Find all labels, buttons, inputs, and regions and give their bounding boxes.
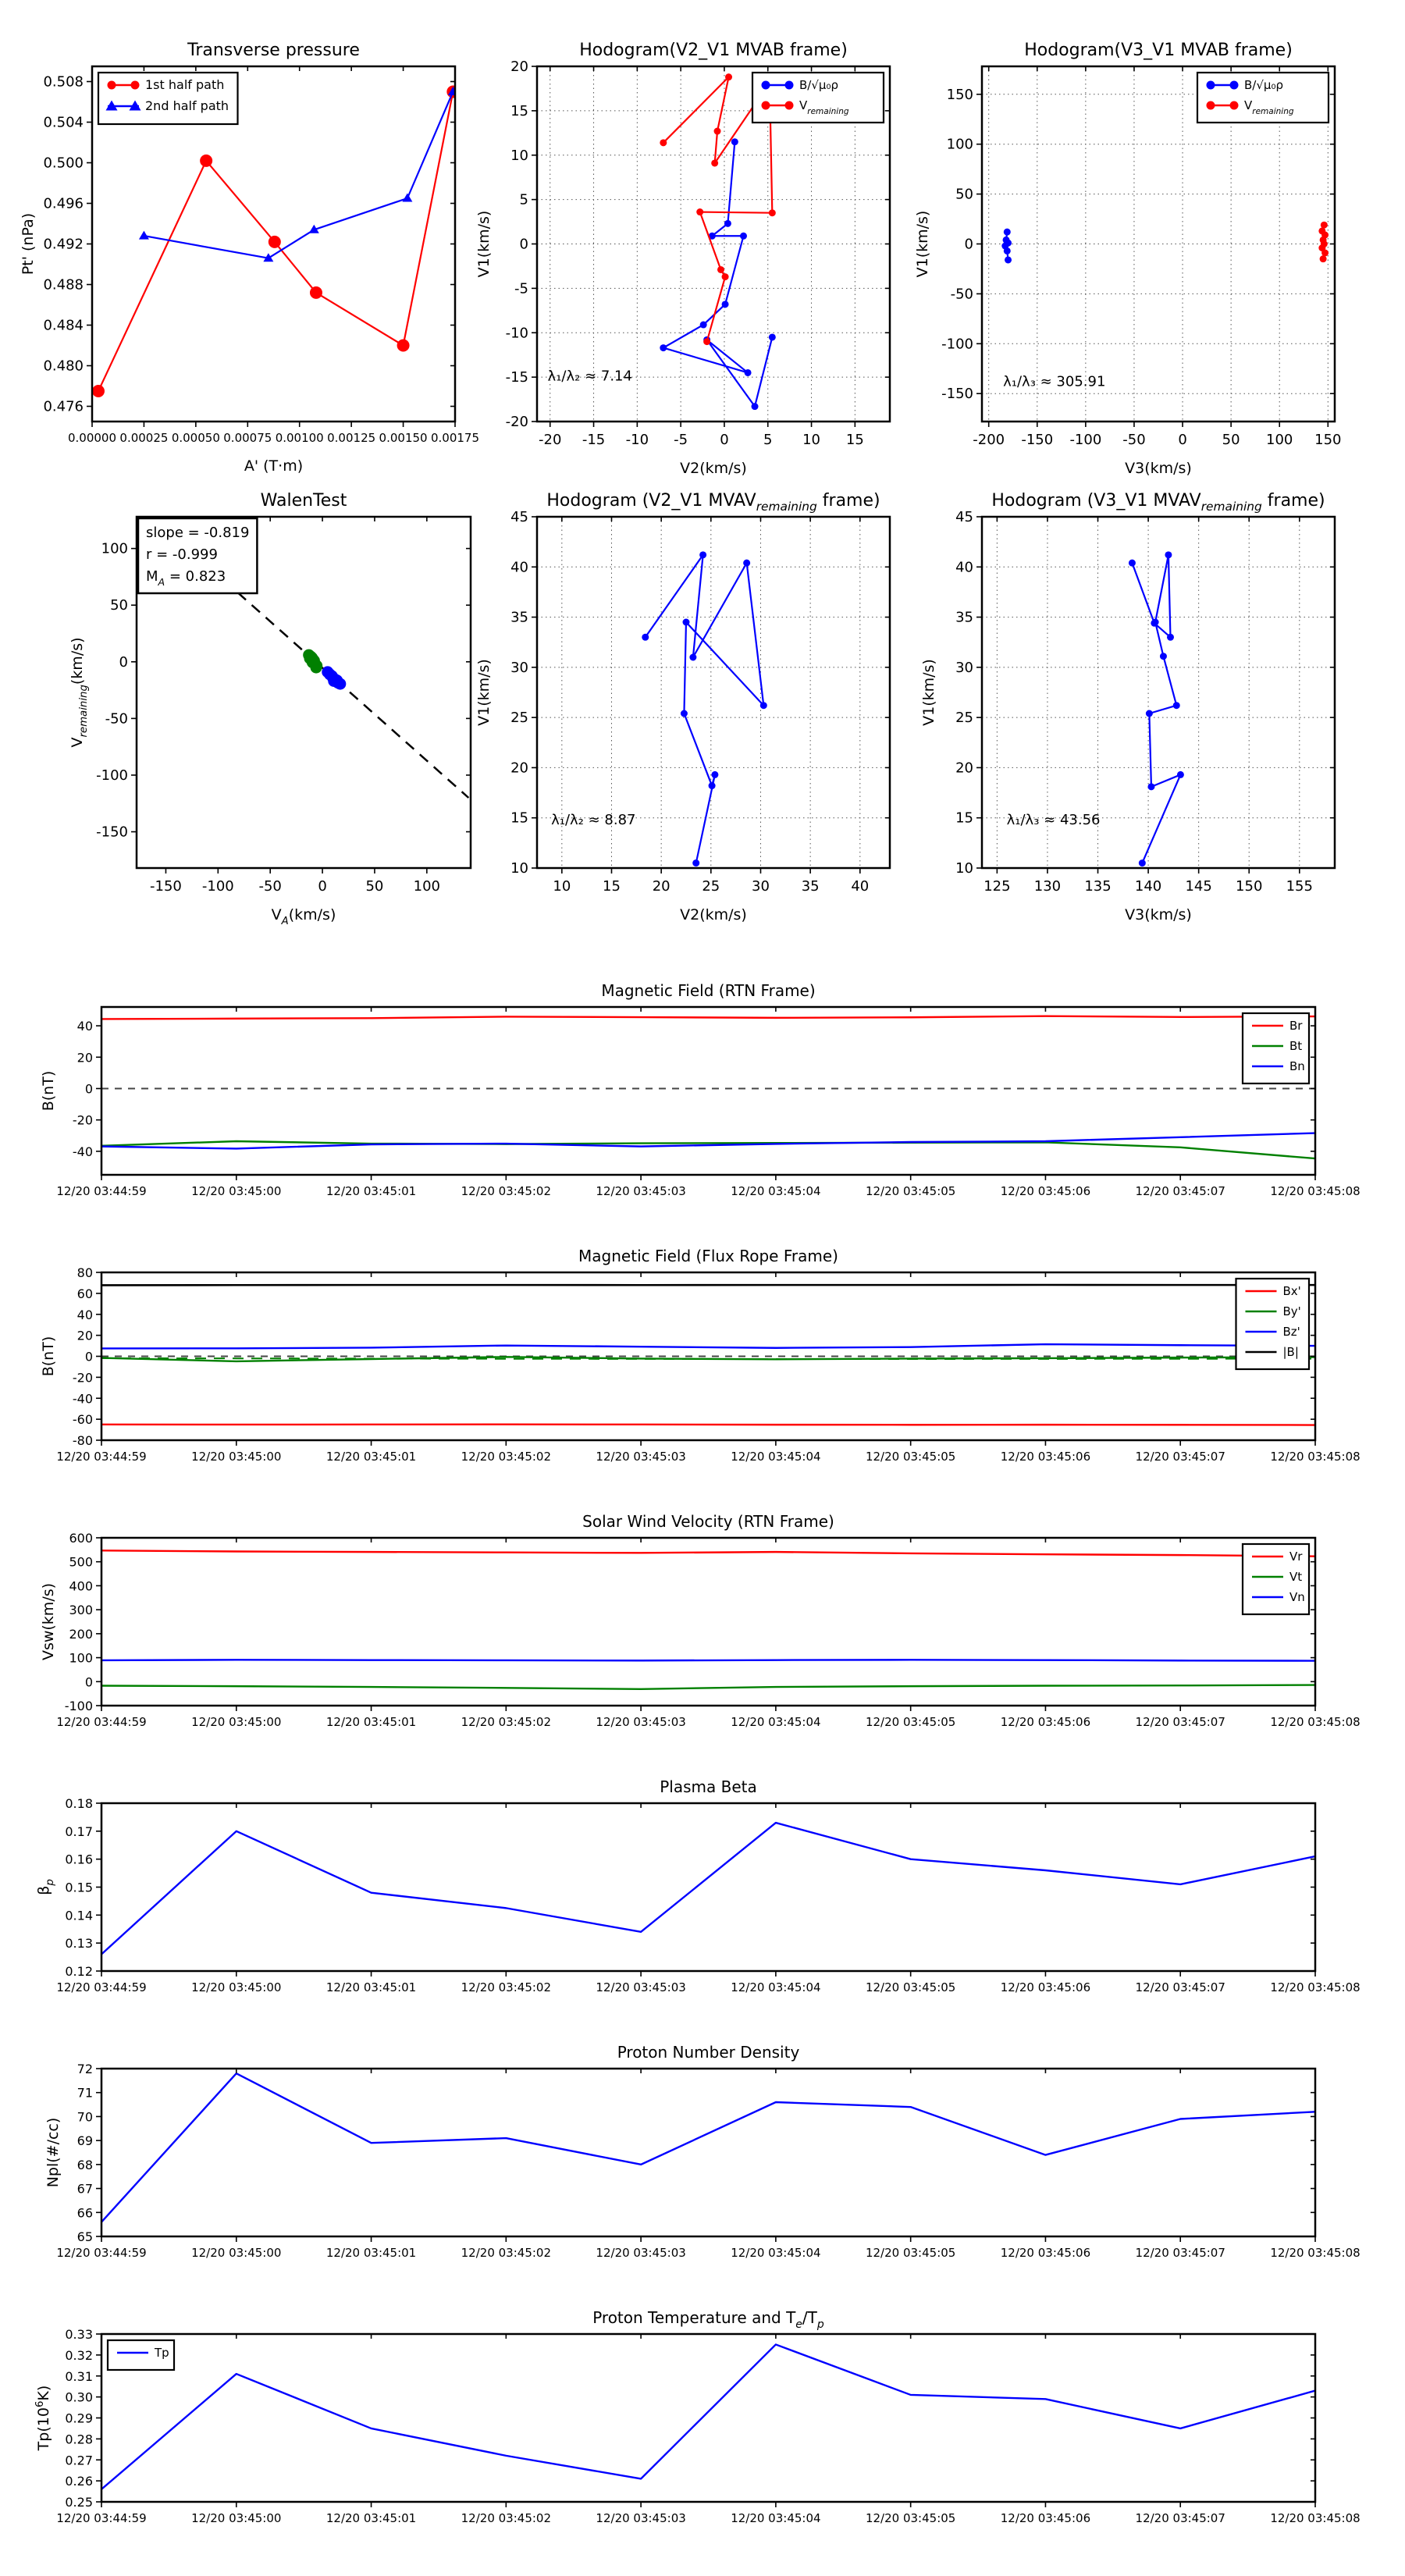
magnetic-field-rtn-title: Magnetic Field (RTN Frame) (601, 981, 816, 1000)
svg-text:50: 50 (365, 878, 384, 895)
svg-text:12/20 03:45:05: 12/20 03:45:05 (865, 1715, 956, 1729)
svg-text:12/20 03:45:04: 12/20 03:45:04 (731, 1450, 821, 1464)
svg-text:-100: -100 (941, 336, 973, 353)
svg-text:100: 100 (1266, 432, 1293, 448)
svg-text:12/20 03:44:59: 12/20 03:44:59 (56, 1980, 147, 1994)
svg-text:25: 25 (702, 878, 720, 895)
svg-text:0: 0 (84, 1081, 93, 1097)
svg-text:0.16: 0.16 (65, 1852, 93, 1867)
svg-text:150: 150 (946, 86, 973, 103)
svg-text:0: 0 (964, 236, 973, 253)
svg-text:12/20 03:44:59: 12/20 03:44:59 (56, 1715, 147, 1729)
svg-text:-40: -40 (72, 1144, 93, 1159)
svg-text:12/20 03:45:03: 12/20 03:45:03 (596, 2511, 686, 2525)
svg-text:300: 300 (69, 1603, 93, 1618)
svg-text:12/20 03:45:03: 12/20 03:45:03 (596, 1450, 686, 1464)
svg-text:30: 30 (752, 878, 770, 895)
svg-text:0: 0 (1178, 432, 1187, 448)
svg-text:40: 40 (510, 559, 528, 576)
svg-text:45: 45 (510, 509, 528, 525)
svg-text:0.00125: 0.00125 (327, 431, 376, 445)
svg-text:0.26: 0.26 (65, 2474, 93, 2489)
svg-text:-60: -60 (72, 1412, 93, 1428)
svg-text:Br: Br (1289, 1019, 1303, 1033)
plasma-beta-title: Plasma Beta (660, 1777, 757, 1796)
svg-text:400: 400 (69, 1578, 93, 1594)
svg-text:0.30: 0.30 (65, 2389, 93, 2405)
svg-text:-50: -50 (105, 710, 128, 728)
transverse-pressure-title: Transverse pressure (187, 41, 360, 60)
svg-text:Bn: Bn (1289, 1059, 1305, 1073)
svg-text:0.496: 0.496 (43, 195, 84, 212)
proton-number-density (44, 2043, 1361, 2260)
svg-text:-20: -20 (539, 432, 562, 448)
svg-text:20: 20 (510, 760, 528, 777)
svg-text:30: 30 (955, 659, 973, 676)
svg-text:600: 600 (69, 1531, 93, 1546)
svg-text:12/20 03:45:07: 12/20 03:45:07 (1135, 1715, 1225, 1729)
svg-text:12/20 03:45:08: 12/20 03:45:08 (1270, 2246, 1361, 2260)
svg-text:Bz': Bz' (1282, 1325, 1300, 1339)
svg-text:12/20 03:45:02: 12/20 03:45:02 (461, 2246, 552, 2260)
svg-text:0.18: 0.18 (65, 1796, 93, 1811)
svg-text:10: 10 (553, 878, 571, 895)
svg-text:0.500: 0.500 (43, 155, 84, 172)
svg-text:50: 50 (110, 597, 128, 614)
svg-text:0.33: 0.33 (65, 2327, 93, 2342)
svg-text:-150: -150 (96, 824, 128, 841)
svg-text:|B|: |B| (1282, 1345, 1299, 1359)
svg-text:15: 15 (603, 878, 621, 895)
svg-text:100: 100 (413, 878, 441, 895)
plasma-beta (35, 1777, 1361, 1994)
svg-text:1st half path: 1st half path (145, 77, 225, 92)
svg-text:12/20 03:45:05: 12/20 03:45:05 (865, 2246, 956, 2260)
svg-text:Vr: Vr (1289, 1550, 1303, 1564)
svg-text:V3(km/s): V3(km/s) (1125, 460, 1192, 477)
svg-text:-10: -10 (625, 432, 649, 448)
svg-text:12/20 03:45:05: 12/20 03:45:05 (865, 2511, 956, 2525)
svg-text:20: 20 (652, 878, 670, 895)
svg-text:-40: -40 (72, 1391, 93, 1407)
svg-text:15: 15 (510, 102, 528, 119)
svg-text:15: 15 (510, 809, 528, 827)
svg-text:Bt: Bt (1289, 1039, 1303, 1053)
svg-text:12/20 03:45:01: 12/20 03:45:01 (325, 2511, 417, 2525)
hodogram-v2v1-mvab (475, 41, 890, 477)
hodogram-v3v1-mvab-title: Hodogram(V3_V1 MVAB frame) (1024, 41, 1293, 60)
svg-text:Pt' (nPa): Pt' (nPa) (20, 212, 37, 276)
svg-text:12/20 03:45:06: 12/20 03:45:06 (1000, 1184, 1091, 1198)
svg-text:0.00100: 0.00100 (275, 431, 324, 445)
svg-text:0.27: 0.27 (65, 2453, 93, 2468)
svg-text:155: 155 (1286, 878, 1313, 895)
svg-text:V2(km/s): V2(km/s) (680, 460, 747, 477)
magnetic-field-rtn (40, 981, 1361, 1198)
svg-text:MA = 0.823: $M_A = 0.823$ (146, 568, 226, 588)
svg-text:65: 65 (76, 2229, 93, 2244)
svg-text:-50: -50 (258, 878, 282, 895)
svg-text:0.492: 0.492 (43, 236, 84, 253)
svg-text:80: 80 (76, 1265, 93, 1280)
svg-text:12/20 03:45:05: 12/20 03:45:05 (865, 1184, 956, 1198)
svg-text:0.508: 0.508 (43, 73, 84, 91)
hodogram-v2v1-mvav (475, 491, 890, 923)
svg-text:12/20 03:45:01: 12/20 03:45:01 (325, 2246, 417, 2260)
svg-text:12/20 03:45:03: 12/20 03:45:03 (596, 1184, 686, 1198)
svg-text:12/20 03:45:05: 12/20 03:45:05 (865, 1450, 956, 1464)
svg-text:145: 145 (1185, 878, 1212, 895)
svg-text:40: 40 (76, 1019, 93, 1034)
svg-text:10: 10 (510, 860, 528, 877)
svg-text:Npl(#/cc): Npl(#/cc) (44, 2117, 62, 2188)
svg-text:20: 20 (510, 59, 528, 75)
svg-text:-150: -150 (941, 386, 973, 403)
svg-text:71: 71 (76, 2085, 93, 2101)
svg-text:12/20 03:45:03: 12/20 03:45:03 (596, 1980, 686, 1994)
svg-text:V1(km/s): V1(km/s) (475, 210, 493, 278)
svg-text:12/20 03:45:04: 12/20 03:45:04 (731, 2246, 821, 2260)
svg-text:0.17: 0.17 (65, 1823, 93, 1839)
hodogram-v2v1-mvab-title: Hodogram(V2_V1 MVAB frame) (579, 41, 848, 60)
svg-text:V2(km/s): V2(km/s) (680, 906, 747, 923)
svg-text:135: 135 (1084, 878, 1112, 895)
svg-text:0.00050: 0.00050 (171, 431, 220, 445)
svg-text:60: 60 (76, 1286, 93, 1301)
walen-test (69, 491, 471, 927)
solar-wind-velocity (40, 1512, 1361, 1729)
svg-text:5: 5 (763, 432, 773, 448)
svg-text:0: 0 (84, 1349, 93, 1364)
svg-text:500: 500 (69, 1554, 93, 1570)
svg-text:0: 0 (519, 236, 528, 253)
svg-text:100: 100 (101, 540, 128, 557)
svg-text:0.00175: 0.00175 (430, 431, 480, 445)
svg-text:0.488: 0.488 (43, 276, 84, 294)
svg-text:-100: -100 (64, 1699, 93, 1713)
svg-text:Vt: Vt (1289, 1570, 1303, 1584)
svg-text:69: 69 (76, 2133, 93, 2149)
svg-text:125: 125 (984, 878, 1011, 895)
svg-text:0.476: 0.476 (43, 398, 84, 415)
svg-text:Vremaining(km/s): $V_{remaining}(km/s)$ (69, 637, 90, 748)
svg-text:By': By' (1282, 1304, 1301, 1318)
svg-text:12/20 03:45:04: 12/20 03:45:04 (731, 1980, 821, 1994)
svg-text:-20: -20 (72, 1370, 93, 1386)
svg-text:12/20 03:45:08: 12/20 03:45:08 (1270, 1450, 1361, 1464)
svg-text:12/20 03:45:05: 12/20 03:45:05 (865, 1980, 956, 1994)
svg-text:0.29: 0.29 (65, 2411, 93, 2426)
svg-text:12/20 03:45:08: 12/20 03:45:08 (1270, 1184, 1361, 1198)
svg-text:20: 20 (76, 1328, 93, 1343)
svg-text:-100: -100 (96, 767, 128, 784)
svg-text:B(nT): B(nT) (40, 1070, 57, 1112)
svg-text:12/20 03:45:03: 12/20 03:45:03 (596, 1715, 686, 1729)
svg-text:0.00025: 0.00025 (119, 431, 169, 445)
svg-text:12/20 03:45:03: 12/20 03:45:03 (596, 2246, 686, 2260)
svg-text:-50: -50 (950, 286, 973, 303)
svg-text:15: 15 (955, 809, 973, 827)
svg-text:r = -0.999: r = -0.999 (146, 546, 218, 563)
svg-text:12/20 03:44:59: 12/20 03:44:59 (56, 1450, 147, 1464)
svg-text:Tp(106K): $Tp(10^6K)$ (34, 2385, 52, 2451)
hodogram-v3v1-mvab (914, 41, 1341, 477)
svg-text:10: 10 (510, 147, 528, 164)
svg-text:λ₁/λ₂ ≈ 8.87: λ₁/λ₂ ≈ 8.87 (551, 811, 636, 828)
svg-text:-150: -150 (1021, 432, 1054, 448)
svg-text:12/20 03:44:59: 12/20 03:44:59 (56, 2511, 147, 2525)
svg-text:-100: -100 (201, 878, 234, 895)
svg-text:12/20 03:45:07: 12/20 03:45:07 (1135, 2246, 1225, 2260)
svg-text:12/20 03:45:06: 12/20 03:45:06 (1000, 2511, 1091, 2525)
magnetic-field-flux-rope-title: Magnetic Field (Flux Rope Frame) (578, 1247, 838, 1265)
svg-text:12/20 03:45:07: 12/20 03:45:07 (1135, 2511, 1225, 2525)
svg-text:40: 40 (851, 878, 870, 895)
svg-text:12/20 03:45:02: 12/20 03:45:02 (461, 1980, 552, 1994)
svg-text:10: 10 (955, 860, 973, 877)
svg-text:A' (T·m): A' (T·m) (244, 457, 304, 475)
svg-text:12/20 03:45:02: 12/20 03:45:02 (461, 1450, 552, 1464)
svg-text:66: 66 (76, 2205, 93, 2221)
hodogram-v2v1-mvav-title: Hodogram (V2_V1 $MVAV_{remaining}$ frame) (546, 491, 880, 514)
svg-text:130: 130 (1033, 878, 1062, 895)
svg-text:12/20 03:45:01: 12/20 03:45:01 (325, 1715, 417, 1729)
svg-text:12/20 03:45:04: 12/20 03:45:04 (731, 1184, 821, 1198)
svg-text:0.484: 0.484 (43, 317, 84, 334)
svg-text:12/20 03:45:07: 12/20 03:45:07 (1135, 1450, 1225, 1464)
svg-text:0.00150: 0.00150 (379, 431, 428, 445)
svg-text:35: 35 (955, 609, 973, 626)
svg-text:βp: $\beta_p$ (35, 1879, 56, 1895)
svg-text:67: 67 (76, 2181, 93, 2197)
svg-text:V1(km/s): V1(km/s) (475, 659, 493, 726)
svg-text:12/20 03:45:06: 12/20 03:45:06 (1000, 1450, 1091, 1464)
svg-text:0.31: 0.31 (65, 2368, 93, 2384)
svg-text:0.28: 0.28 (65, 2432, 93, 2447)
svg-text:12/20 03:45:00: 12/20 03:45:00 (191, 1450, 282, 1464)
proton-temperature-title: Proton Temperature and $T_e/T_p$ (592, 2308, 824, 2331)
svg-text:-80: -80 (72, 1433, 93, 1448)
svg-text:15: 15 (845, 432, 864, 448)
svg-text:Vn: Vn (1289, 1590, 1305, 1604)
svg-text:B/√μ₀ρ: B/√μ₀ρ (799, 78, 838, 92)
svg-text:25: 25 (955, 710, 973, 727)
svg-text:V1(km/s): V1(km/s) (920, 659, 937, 726)
svg-text:150: 150 (1236, 878, 1263, 895)
svg-text:12/20 03:45:00: 12/20 03:45:00 (191, 2511, 282, 2525)
svg-text:12/20 03:44:59: 12/20 03:44:59 (56, 2246, 147, 2260)
svg-text:VA(km/s): $V_A(km/s)$ (271, 906, 336, 927)
svg-text:0.504: 0.504 (43, 114, 84, 131)
svg-text:12/20 03:45:01: 12/20 03:45:01 (325, 1450, 417, 1464)
svg-text:0: 0 (720, 432, 729, 448)
svg-text:12/20 03:45:00: 12/20 03:45:00 (191, 1184, 282, 1198)
svg-text:12/20 03:45:06: 12/20 03:45:06 (1000, 1715, 1091, 1729)
svg-text:12/20 03:45:02: 12/20 03:45:02 (461, 1184, 552, 1198)
svg-text:12/20 03:45:04: 12/20 03:45:04 (731, 2511, 821, 2525)
svg-text:12/20 03:45:00: 12/20 03:45:00 (191, 1980, 282, 1994)
svg-text:12/20 03:45:04: 12/20 03:45:04 (731, 1715, 821, 1729)
svg-text:λ₁/λ₃ ≈ 305.91: λ₁/λ₃ ≈ 305.91 (1003, 373, 1106, 390)
svg-text:0.12: 0.12 (65, 1964, 93, 1979)
svg-text:Vremaining: $V_{remaining}$ (1244, 98, 1294, 116)
svg-text:140: 140 (1134, 878, 1162, 895)
svg-text:12/20 03:45:08: 12/20 03:45:08 (1270, 1980, 1361, 1994)
proton-number-density-title: Proton Number Density (617, 2043, 800, 2062)
svg-text:68: 68 (76, 2157, 93, 2172)
hodogram-v3v1-mvav (920, 491, 1335, 923)
proton-temperature (34, 2308, 1361, 2525)
svg-text:2nd half path: 2nd half path (145, 98, 229, 113)
svg-text:40: 40 (76, 1307, 93, 1322)
svg-text:0.13: 0.13 (65, 1936, 93, 1952)
svg-text:12/20 03:45:07: 12/20 03:45:07 (1135, 1980, 1225, 1994)
svg-text:λ₁/λ₃ ≈ 43.56: λ₁/λ₃ ≈ 43.56 (1006, 811, 1101, 828)
svg-text:12/20 03:45:06: 12/20 03:45:06 (1000, 2246, 1091, 2260)
svg-text:-150: -150 (150, 878, 182, 895)
svg-text:12/20 03:45:01: 12/20 03:45:01 (325, 1980, 417, 1994)
transverse-pressure (20, 41, 479, 475)
svg-text:5: 5 (519, 191, 528, 208)
svg-text:20: 20 (955, 760, 973, 777)
svg-text:slope = -0.819: slope = -0.819 (146, 525, 250, 541)
svg-text:35: 35 (510, 609, 528, 626)
svg-text:25: 25 (510, 710, 528, 727)
svg-text:12/20 03:45:08: 12/20 03:45:08 (1270, 2511, 1361, 2525)
svg-text:-20: -20 (72, 1112, 93, 1128)
magnetic-field-flux-rope (40, 1247, 1361, 1464)
svg-text:45: 45 (955, 509, 973, 525)
svg-text:B(nT): B(nT) (40, 1336, 57, 1377)
svg-text:0: 0 (119, 653, 128, 671)
svg-text:200: 200 (69, 1626, 93, 1642)
svg-text:12/20 03:44:59: 12/20 03:44:59 (56, 1184, 147, 1198)
svg-text:12/20 03:45:00: 12/20 03:45:00 (191, 1715, 282, 1729)
svg-text:12/20 03:45:00: 12/20 03:45:00 (191, 2246, 282, 2260)
svg-text:12/20 03:45:06: 12/20 03:45:06 (1000, 1980, 1091, 1994)
svg-text:0.480: 0.480 (43, 358, 84, 375)
svg-text:B/√μ₀ρ: B/√μ₀ρ (1244, 78, 1283, 92)
svg-text:Tp: Tp (155, 2346, 169, 2360)
svg-text:-15: -15 (582, 432, 606, 448)
svg-text:50: 50 (1222, 432, 1240, 448)
svg-text:30: 30 (510, 659, 528, 676)
svg-text:Bx': Bx' (1282, 1284, 1301, 1298)
svg-text:Vsw(km/s): Vsw(km/s) (40, 1582, 57, 1661)
svg-text:-10: -10 (505, 325, 528, 342)
svg-text:35: 35 (801, 878, 820, 895)
svg-text:0.00075: 0.00075 (223, 431, 272, 445)
svg-text:12/20 03:45:07: 12/20 03:45:07 (1135, 1184, 1225, 1198)
svg-text:0.25: 0.25 (65, 2495, 93, 2510)
svg-text:12/20 03:45:02: 12/20 03:45:02 (461, 2511, 552, 2525)
svg-text:12/20 03:45:02: 12/20 03:45:02 (461, 1715, 552, 1729)
svg-text:100: 100 (69, 1650, 93, 1666)
svg-text:0.32: 0.32 (65, 2347, 93, 2363)
svg-text:-50: -50 (1122, 432, 1146, 448)
svg-text:0.15: 0.15 (65, 1880, 93, 1895)
svg-text:-5: -5 (514, 280, 528, 297)
svg-text:20: 20 (76, 1050, 93, 1066)
svg-text:-15: -15 (505, 369, 528, 386)
svg-text:10: 10 (802, 432, 821, 448)
svg-text:-20: -20 (505, 414, 528, 430)
svg-text:-100: -100 (1069, 432, 1102, 448)
svg-text:0.14: 0.14 (65, 1908, 93, 1923)
walen-test-title: WalenTest (260, 491, 347, 511)
svg-text:12/20 03:45:01: 12/20 03:45:01 (325, 1184, 417, 1198)
svg-text:12/20 03:45:08: 12/20 03:45:08 (1270, 1715, 1361, 1729)
svg-text:V3(km/s): V3(km/s) (1125, 906, 1192, 923)
svg-text:150: 150 (1314, 432, 1342, 448)
svg-text:Vremaining: $V_{remaining}$ (799, 98, 849, 116)
svg-text:40: 40 (955, 559, 973, 576)
svg-text:λ₁/λ₂ ≈ 7.14: λ₁/λ₂ ≈ 7.14 (547, 368, 632, 385)
svg-text:0.00000: 0.00000 (67, 431, 117, 445)
svg-text:V1(km/s): V1(km/s) (914, 210, 931, 278)
svg-text:72: 72 (76, 2062, 93, 2076)
solar-wind-velocity-title: Solar Wind Velocity (RTN Frame) (582, 1512, 834, 1531)
hodogram-v3v1-mvav-title: Hodogram (V3_V1 $MVAV_{remaining}$ frame) (991, 491, 1325, 514)
svg-text:70: 70 (76, 2109, 93, 2125)
svg-text:0: 0 (84, 1674, 93, 1690)
svg-text:100: 100 (946, 136, 973, 153)
svg-text:0: 0 (318, 878, 327, 895)
svg-text:50: 50 (955, 186, 973, 203)
svg-text:-5: -5 (674, 432, 688, 448)
svg-text:-200: -200 (973, 432, 1005, 448)
